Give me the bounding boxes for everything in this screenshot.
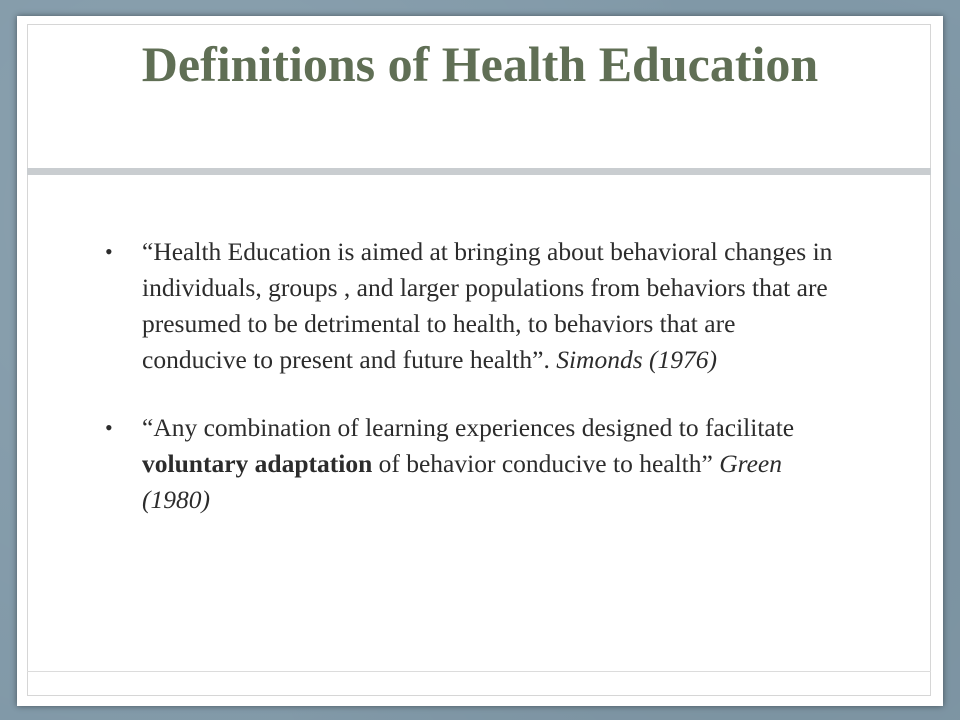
bullet-list — [105, 234, 845, 518]
bullet-citation: Simonds (1976) — [556, 345, 718, 374]
bullet-text: “Health Education is aimed at bringing about behavioral changes in individuals, groups , and larger populations from behaviors that are presumed to be detrimental to health, to behaviors that are conducive to present and future health”. — [142, 237, 833, 374]
bullet-item-green — [105, 410, 845, 518]
title-divider — [27, 168, 931, 175]
slide-title — [17, 34, 943, 94]
bullet-text-before: “Any combination of learning experiences designed to facilitate — [142, 413, 795, 442]
footer-divider — [27, 671, 931, 672]
bullet-icon: • — [105, 239, 113, 264]
slide — [17, 16, 943, 706]
bullet-text-after: of behavior conducive to health” — [372, 449, 720, 478]
bullet-icon: • — [105, 415, 113, 440]
bullet-citation: Green (1980) — [142, 449, 782, 514]
bullet-item-simonds — [105, 234, 845, 378]
bullet-emphasis: voluntary adaptation — [142, 449, 373, 478]
slide-title-text: Definitions of Health Education — [141, 36, 819, 92]
